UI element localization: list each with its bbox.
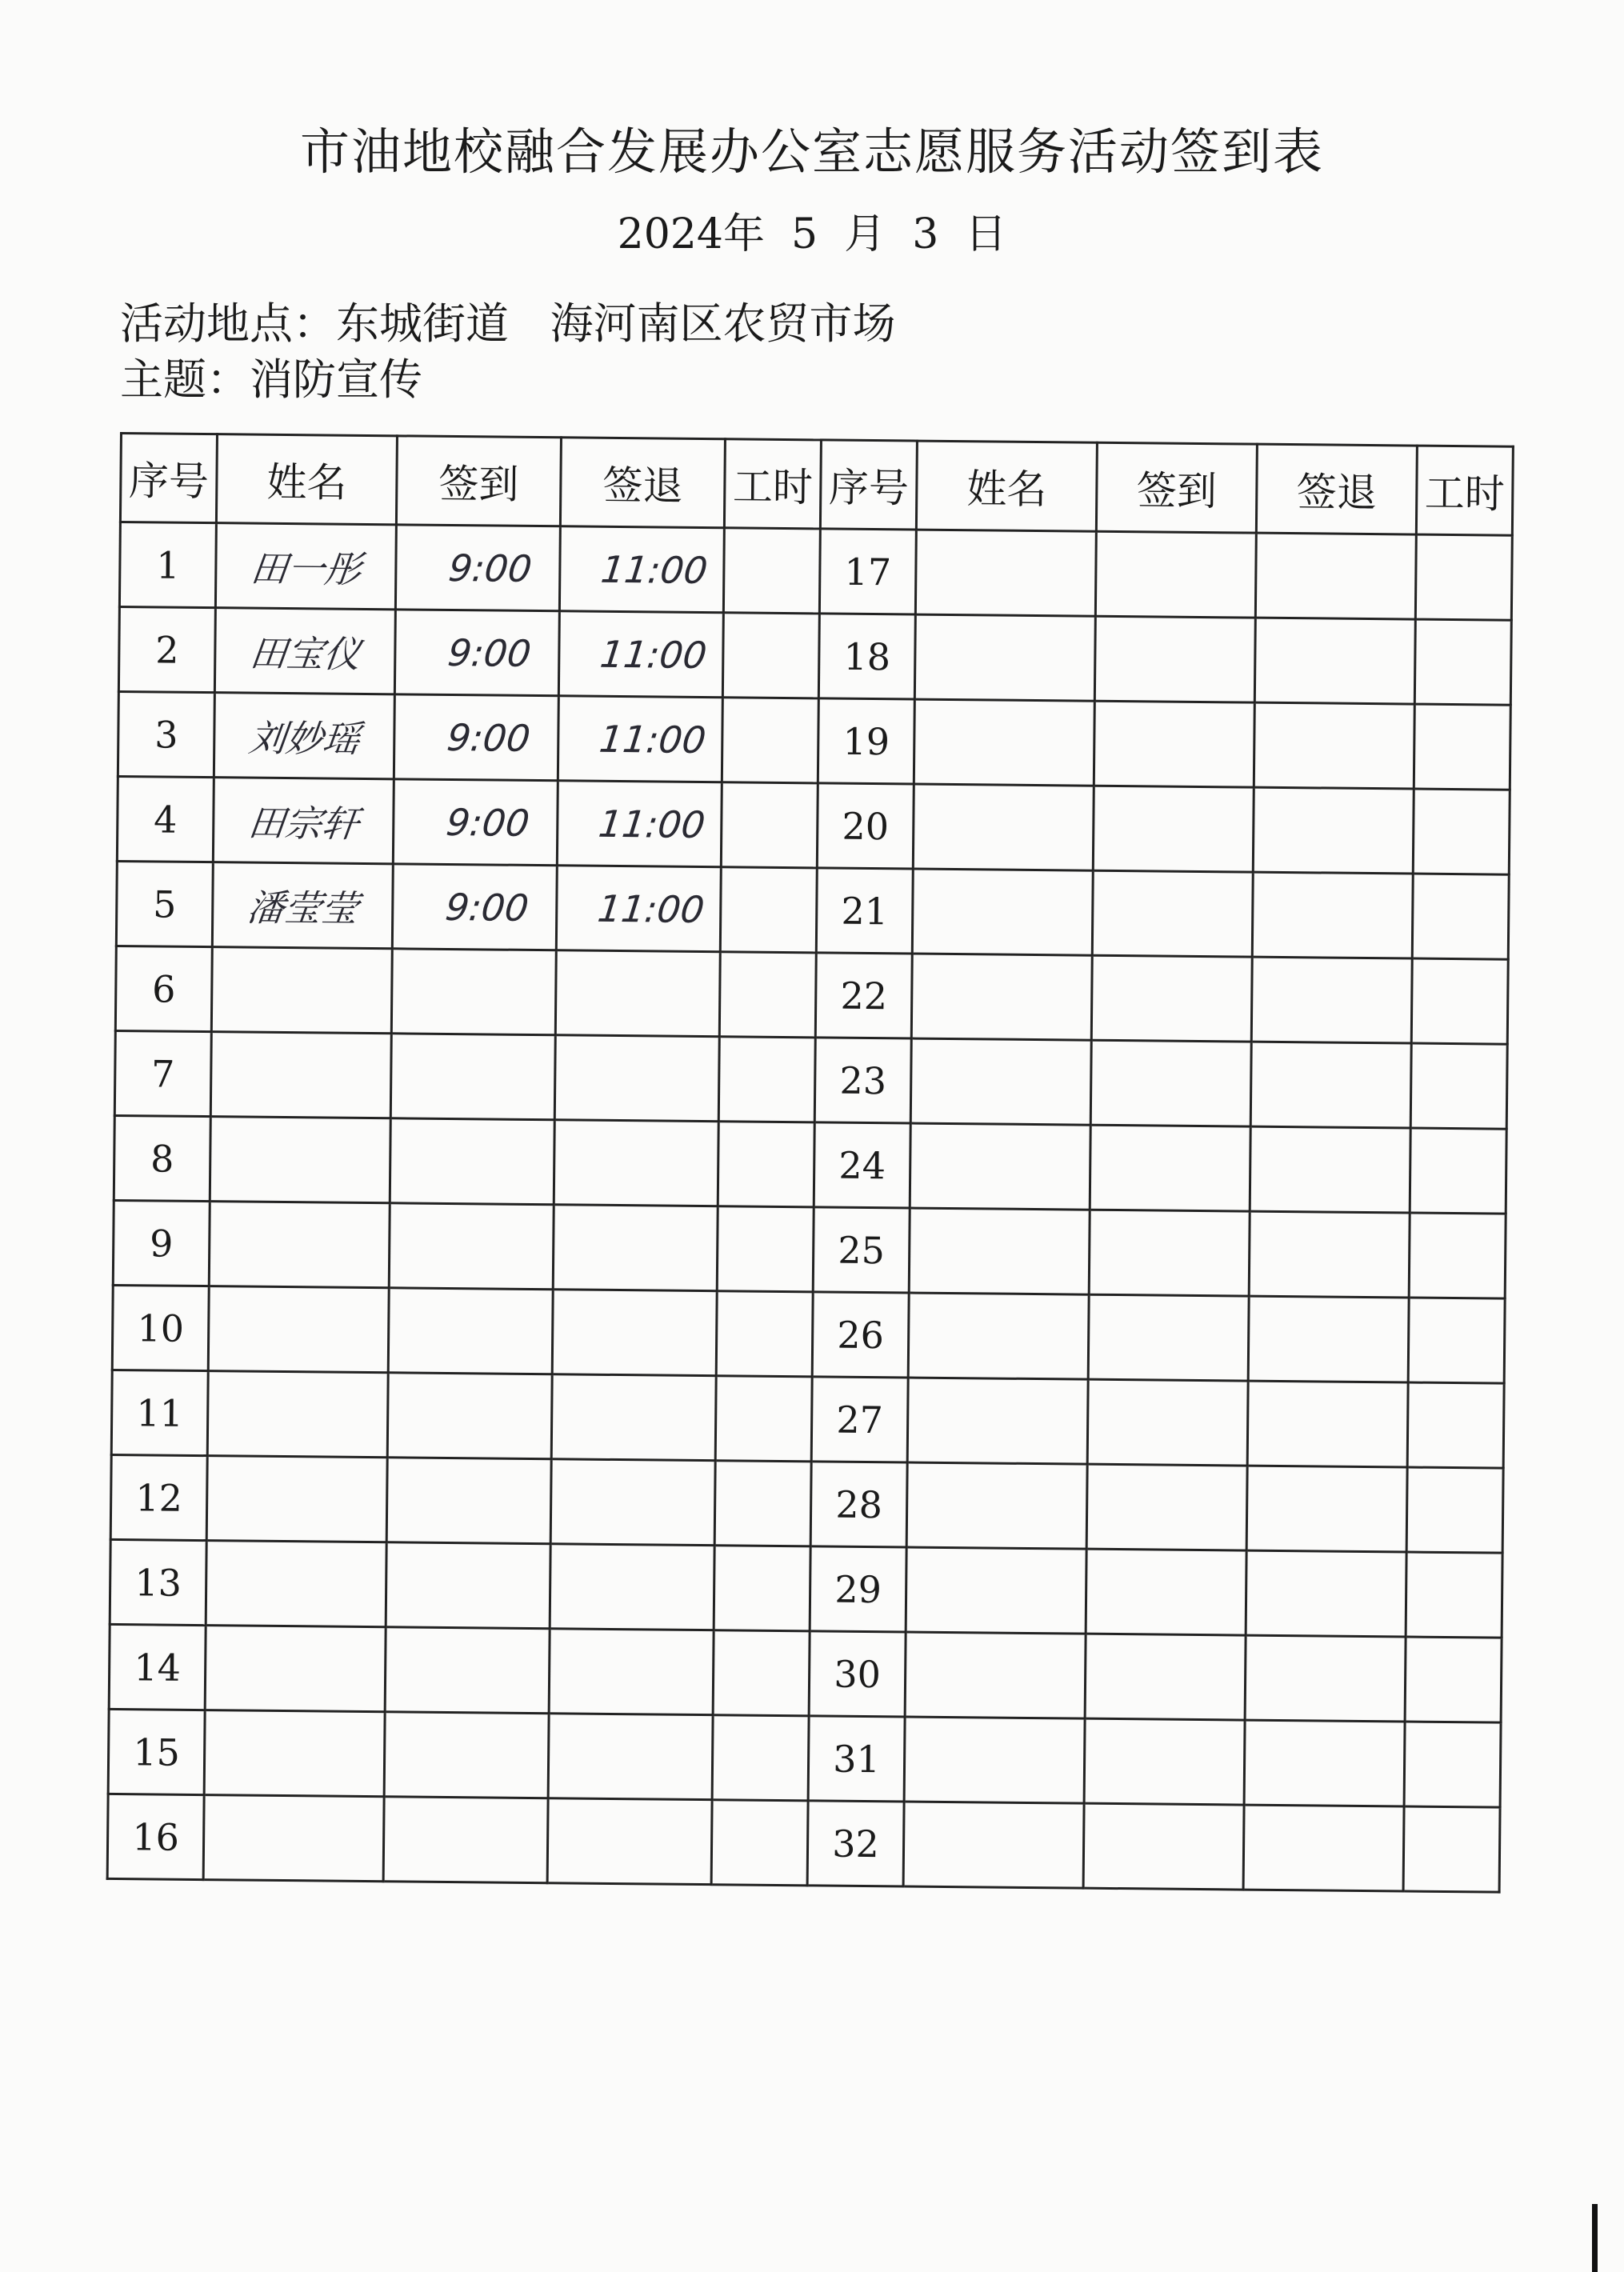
name-cell [206,1032,396,1118]
hours-cell [1409,1213,1506,1298]
signout-cell: 11:00 [553,781,726,867]
seq-cell: 18 [818,614,915,699]
hours-cell [1407,1382,1504,1468]
seq-cell: 23 [814,1038,911,1123]
signout-cell [1254,702,1414,789]
name-cell [201,1626,390,1712]
signout-cell [1251,957,1412,1043]
signout-cell [550,1035,724,1122]
signout-cell [1246,1550,1406,1637]
signin-cell [386,1118,559,1205]
signin-cell [387,949,561,1035]
table-row [107,1794,1500,1892]
table-row [119,522,1512,621]
signout-cell [546,1544,719,1630]
table-row [113,1200,1506,1298]
header-signin-left: 签到 [396,436,561,526]
seq-cell: 2 [118,607,215,693]
hours-cell [1406,1467,1503,1553]
topic-line [120,346,422,407]
signout-cell [1254,618,1415,704]
signin-cell [1094,616,1255,702]
signin-cell [379,1797,553,1883]
signin-cell: 9:00 [389,779,562,866]
signout-cell: 11:00 [554,696,727,782]
hours-cell [714,1461,811,1546]
seq-cell: 29 [810,1546,906,1632]
hours-cell [713,1630,810,1716]
location-line [120,290,896,351]
signin-cell [1083,1803,1244,1890]
signin-cell [1086,1549,1246,1635]
hours-cell [722,698,818,783]
name-cell [203,1371,393,1458]
seq-cell: 11 [111,1370,208,1455]
signin-cell [1095,531,1256,618]
hours-cell [722,613,819,698]
signin-cell [382,1458,556,1544]
signin-cell [385,1203,558,1290]
name-cell [204,1286,394,1373]
hours-cell [716,1291,813,1377]
seq-cell: 27 [811,1377,908,1462]
name-cell: 刘妙瑶 [210,693,399,779]
signout-cell [551,950,725,1037]
hours-cell [723,528,820,614]
header-signout-left: 签退 [560,438,725,528]
signin-cell [1089,1210,1250,1296]
signin-cell [1090,1125,1250,1211]
name-cell [904,1717,1085,1803]
signin-cell: 9:00 [390,694,563,781]
signout-cell [1244,1720,1405,1806]
name-cell [914,699,1094,786]
signout-cell [1253,787,1414,874]
signout-cell: 11:00 [555,526,729,613]
name-cell [202,1541,391,1627]
signin-cell [1085,1634,1246,1720]
name-cell [910,1123,1090,1210]
table-row [115,946,1508,1044]
name-cell [207,947,397,1034]
signin-cell: 9:00 [388,864,562,950]
seq-cell: 8 [114,1115,210,1201]
name-cell [913,784,1094,870]
hours-cell [1410,1043,1507,1129]
name-cell [206,1117,395,1203]
signout-cell [1250,1042,1411,1128]
header-seq-left: 序号 [120,434,217,523]
header-hours-left: 工时 [724,439,821,529]
name-cell [911,954,1092,1040]
signin-cell [383,1373,557,1459]
name-cell [912,869,1093,955]
signin-cell [380,1712,554,1798]
name-cell [200,1710,390,1797]
signout-cell [548,1290,722,1376]
name-cell [202,1456,392,1542]
signout-cell [549,1205,722,1291]
location-label: 活动地点： [120,298,336,349]
hours-cell [1411,958,1508,1044]
name-cell: 田宗轩 [209,778,398,864]
hours-cell [1406,1552,1502,1638]
signin-cell: 9:00 [391,525,565,611]
hours-cell [1413,789,1510,874]
signin-cell [1091,955,1252,1042]
seq-cell: 15 [108,1709,205,1794]
hours-cell [1405,1637,1502,1722]
signin-cell [1086,1464,1247,1550]
table-row [114,1115,1506,1214]
signout-cell [544,1714,718,1800]
hours-cell [1414,619,1511,705]
hours-cell [1410,1128,1506,1214]
signout-cell [1250,1126,1410,1213]
name-cell: 潘莹莹 [208,862,398,949]
document-date: 2024年 5 月 3 日 [617,210,1007,258]
signout-cell: 11:00 [554,611,728,698]
seq-cell: 12 [110,1454,207,1540]
signin-cell [384,1288,558,1374]
hours-cell [1404,1722,1501,1807]
hours-cell [718,1037,815,1122]
signout-cell [1243,1805,1404,1891]
name-cell: 田一彤 [211,523,401,610]
table-row [114,1030,1507,1129]
signout-cell [550,1120,723,1206]
name-cell [909,1208,1090,1294]
seq-cell: 17 [819,529,916,614]
signout-cell [1249,1211,1410,1298]
seq-cell: 25 [813,1207,910,1293]
name-cell [906,1462,1087,1549]
topic-value: 消防宣传 [250,354,422,405]
name-cell [910,1038,1091,1125]
signout-cell [547,1374,721,1461]
name-cell: 田宝仪 [210,608,400,694]
seq-cell: 13 [110,1539,206,1625]
header-hours-right: 工时 [1416,446,1513,535]
signin-cell [1093,786,1254,872]
hours-cell [1403,1806,1500,1892]
signout-cell [1247,1381,1408,1467]
name-cell [199,1795,389,1882]
seq-cell: 14 [109,1624,206,1710]
seq-cell: 4 [117,776,214,862]
signout-cell [1248,1296,1409,1382]
sign-in-table [106,432,1514,1894]
signin-cell [386,1034,560,1120]
table-row [109,1624,1502,1722]
signin-cell [1090,1040,1251,1126]
seq-cell: 24 [814,1122,910,1208]
name-cell [914,614,1095,701]
document-title: 市油地校融合发展办公室志愿服务活动签到表 [299,122,1324,181]
location-value: 东城街道 海河南区农贸市场 [336,298,896,349]
table-row [118,691,1510,790]
signout-cell [1252,872,1413,958]
header-name-left: 姓名 [216,434,397,525]
topic-label: 主题： [120,354,250,405]
seq-cell: 22 [815,953,912,1038]
signout-cell [1246,1466,1407,1552]
seq-cell: 3 [118,691,214,777]
hours-cell [1414,704,1510,790]
seq-cell: 1 [119,522,216,608]
table-row [116,861,1509,959]
hours-cell [721,782,818,868]
hours-cell [717,1206,814,1292]
name-cell [905,1632,1086,1718]
signin-cell [381,1627,554,1714]
hours-cell [712,1715,809,1801]
signout-cell [546,1459,720,1546]
hours-cell [711,1800,808,1886]
signin-cell [1094,701,1254,787]
seq-cell: 26 [812,1292,909,1378]
seq-cell: 32 [807,1801,904,1886]
table-row [112,1285,1505,1383]
signout-cell [1255,533,1416,619]
seq-cell: 9 [113,1200,210,1286]
signout-cell: 11:00 [552,866,726,952]
seq-cell: 5 [116,861,213,946]
table-header-row [120,434,1513,536]
signin-cell [1087,1379,1248,1466]
name-cell [907,1378,1088,1464]
hours-cell [718,1122,814,1207]
seq-cell: 28 [810,1462,907,1547]
hours-cell [714,1546,810,1631]
hours-cell [1415,534,1512,620]
header-seq-right: 序号 [820,440,917,530]
table-row [118,607,1511,706]
hours-cell [719,952,816,1038]
seq-cell: 16 [107,1794,204,1879]
signout-cell [543,1798,717,1885]
hours-cell [715,1376,812,1462]
signout-cell [1245,1635,1406,1722]
seq-cell: 10 [112,1285,209,1370]
seq-cell: 31 [808,1716,905,1802]
header-signin-right: 签到 [1096,442,1257,533]
header-name-right: 姓名 [916,441,1097,531]
signin-cell [382,1542,555,1629]
signin-cell [1088,1294,1249,1381]
name-cell [906,1547,1086,1634]
seq-cell: 6 [115,946,212,1031]
signout-cell [545,1629,718,1715]
table-row [117,776,1510,874]
name-cell [915,530,1096,616]
signin-cell [1092,870,1253,957]
table-row [108,1709,1501,1807]
table-row [111,1370,1504,1468]
signin-cell: 9:00 [390,610,564,696]
hours-cell [720,867,817,953]
seq-cell: 30 [809,1631,906,1717]
seq-cell: 19 [818,698,914,784]
hours-cell [1408,1298,1505,1383]
scan-edge-mark [1592,2204,1598,2272]
name-cell [205,1202,394,1288]
name-cell [908,1293,1089,1379]
seq-cell: 21 [816,868,913,954]
name-cell [903,1802,1084,1888]
hours-cell [1412,874,1509,959]
header-signout-right: 签退 [1256,444,1417,534]
signin-cell [1084,1718,1245,1805]
seq-cell: 7 [114,1030,211,1116]
table-row [110,1454,1503,1553]
seq-cell: 20 [817,783,914,869]
table-row [110,1539,1502,1638]
